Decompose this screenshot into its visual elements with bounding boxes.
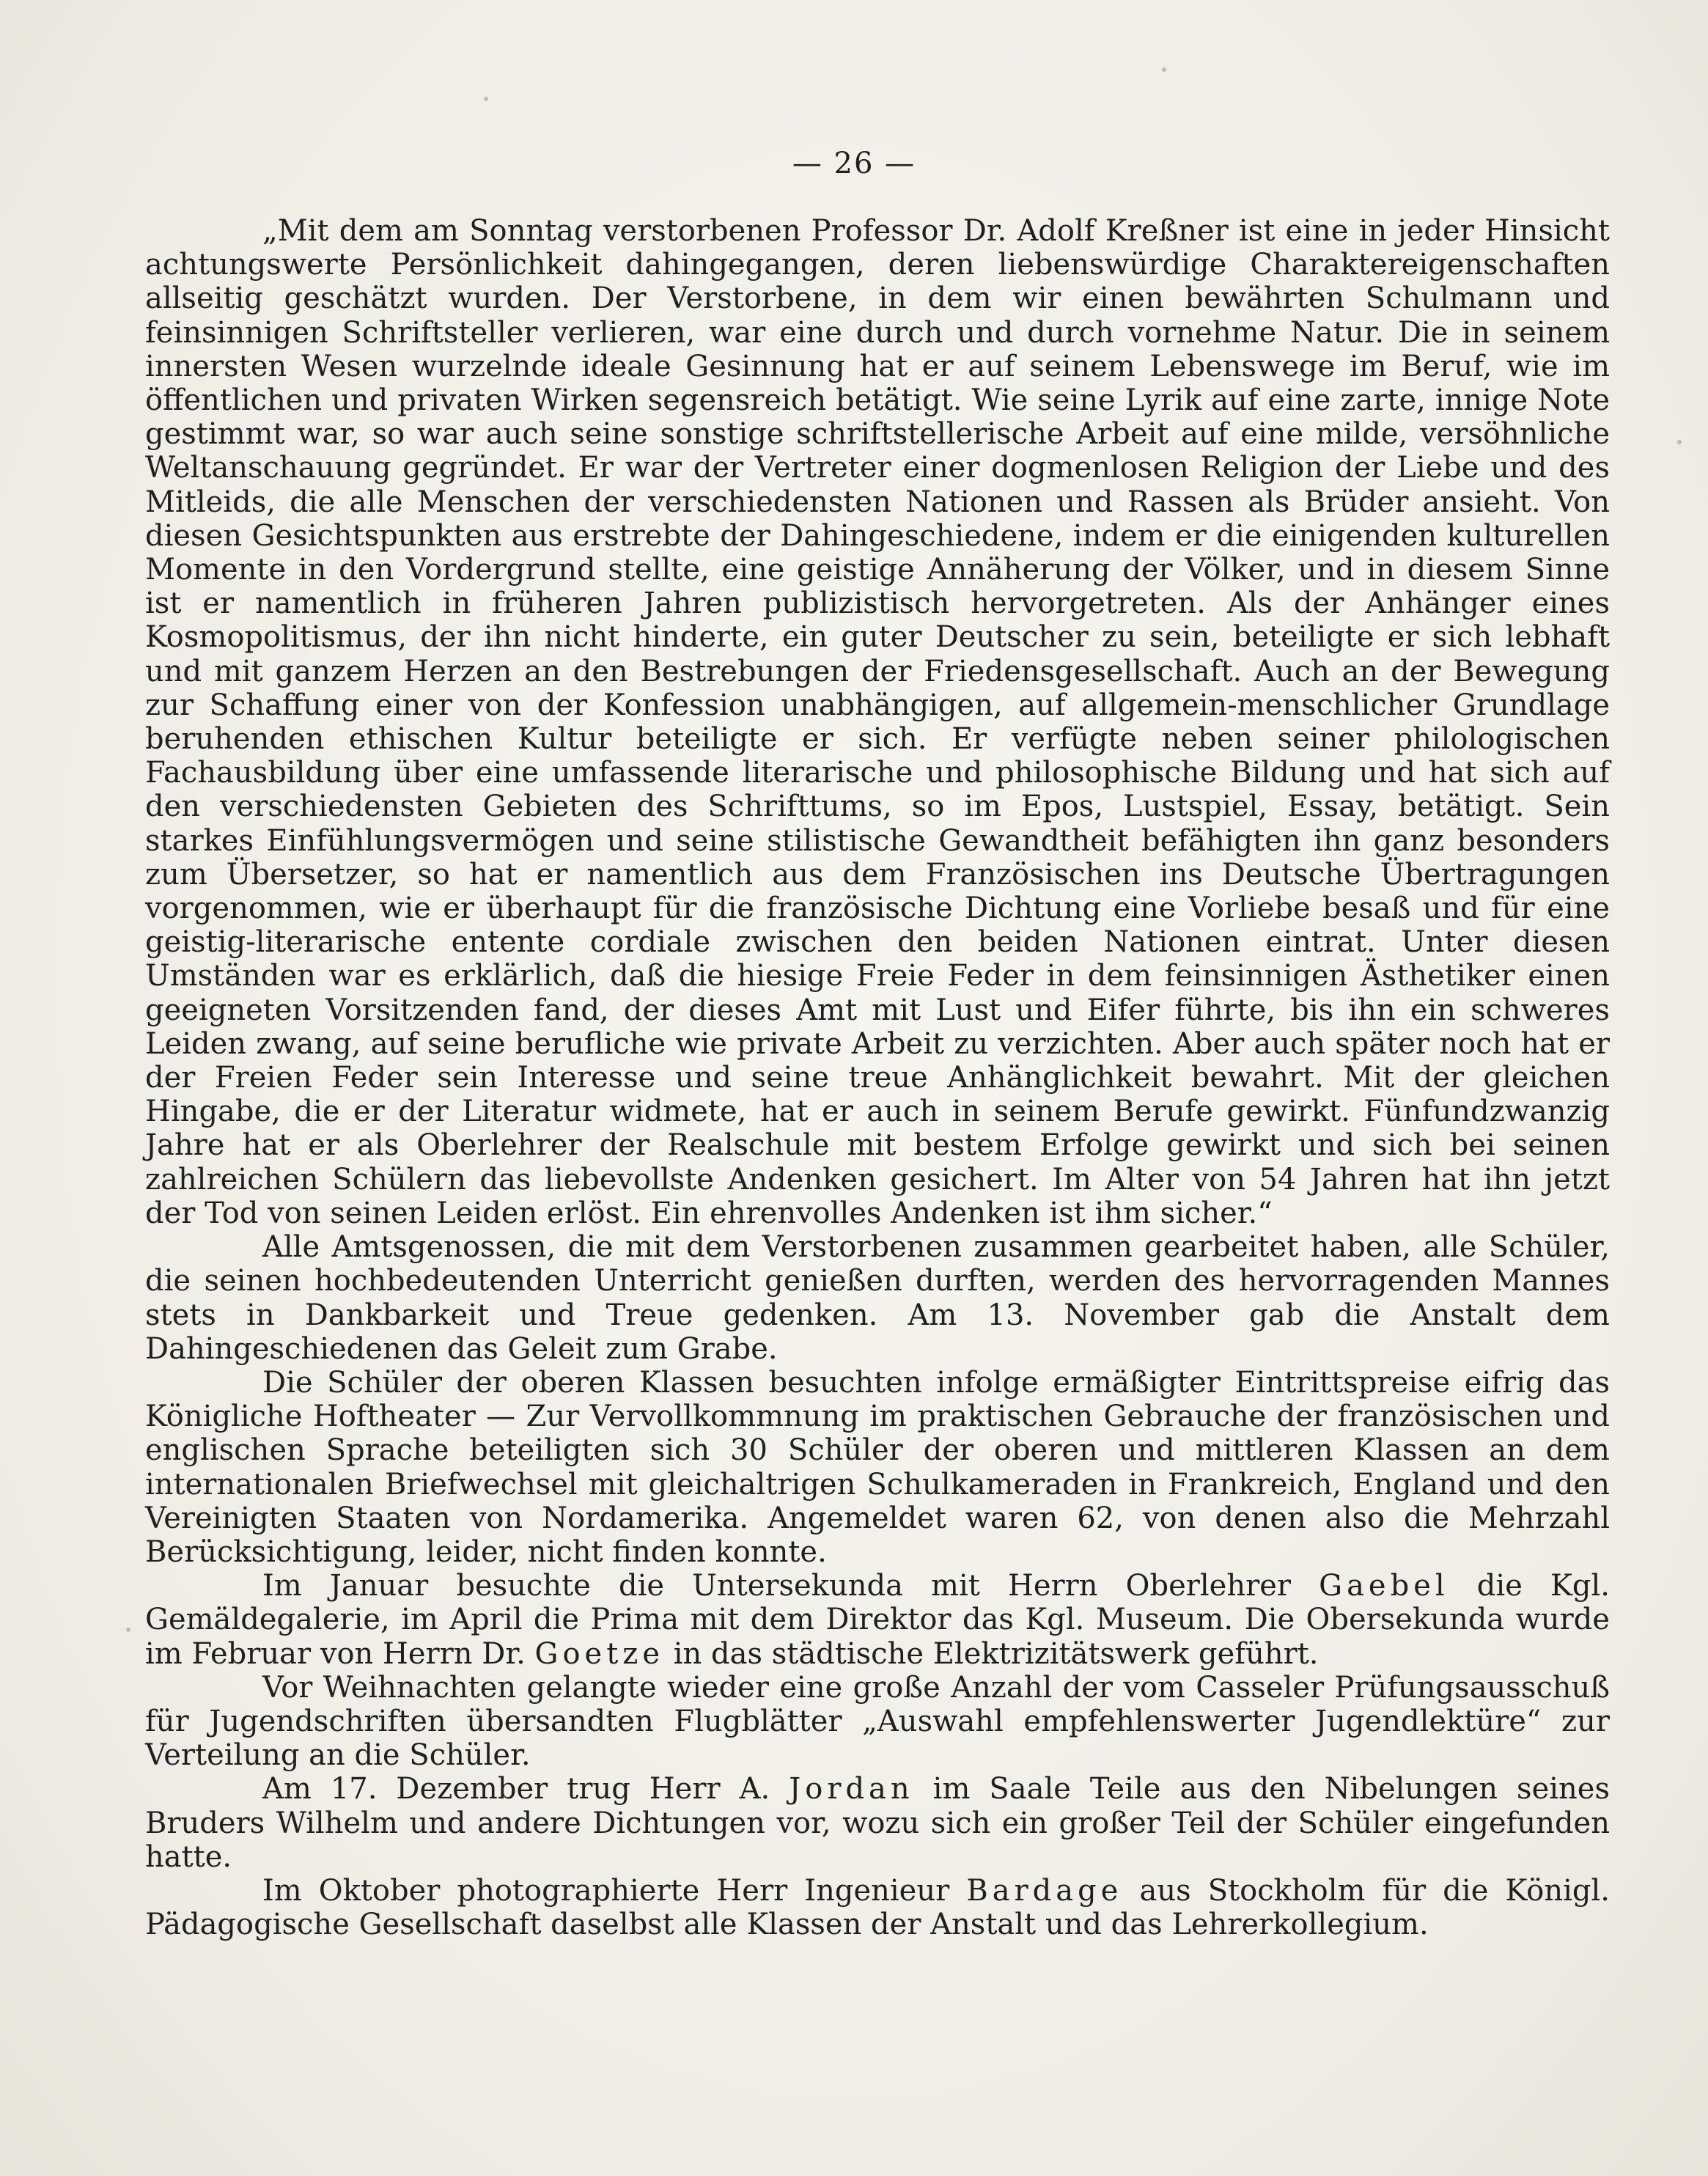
page-number: — 26 —: [792, 147, 916, 180]
text-run: Im Oktober photographierte Herr Ingenieur: [262, 1873, 967, 1908]
paragraph-obituary-quote: „Mit dem am Sonntag verstorbenen Professor Dr. Adolf Kreßner ist eine in jeder Hinsicht achtungswerte Persönlichkeit dahingegangen, deren liebenswürdige Charaktereigenschaften allseitig geschätzt wurden. Der Verstorbene, in dem wir einen bewährten Schulmann und feinsinnigen Schriftsteller verlieren, war eine durch und durch vornehme Natur. Die in seinem innersten Wesen wurzelnde ideale Gesinnung hat er auf seinem Lebenswege im Beruf, wie im öffentlichen und privaten Wirken segensreich betätigt. Wie seine Lyrik auf eine zarte, innige Note gestimmt war, so war auch seine sonstige schriftstellerische Arbeit auf eine milde, versöhnliche Weltanschauung gegründet. Er war der Vertreter einer dogmenlosen Religion der Liebe und des Mitleids, die alle Menschen der verschiedensten Nationen und Rassen als Brüder ansieht. Von diesen Gesichtspunkten aus erstrebte der Dahingeschiedene, indem er die einigenden kulturellen Momente in den Vordergrund stellte, eine geistige Annäherung der Völker, und in diesem Sinne ist er namentlich in früheren Jahren publizistisch hervorgetreten. Als der Anhänger eines Kosmopolitismus, der ihn nicht hinderte, ein guter Deutscher zu sein, beteiligte er sich lebhaft und mit ganzem Herzen an den Bestrebungen der Friedensgesellschaft. Auch an der Bewegung zur Schaffung einer von der Konfession unabhängigen, auf allgemein-menschlicher Grundlage beruhenden ethischen Kultur beteiligte er sich. Er verfügte neben seiner philologischen Fachausbildung über eine umfassende literarische und philosophische Bildung und hat sich auf den verschiedensten Gebieten des Schrifttums, so im Epos, Lustspiel, Essay, betätigt. Sein starkes Einfühlungsvermögen und seine stilistische Gewandtheit befähigten ihn ganz besonders zum Übersetzer, so hat er namentlich aus dem Französischen ins Deutsche Übertragungen vorgenommen, wie er überhaupt für die französische Dichtung eine Vorliebe besaß und für eine geistig-literarische entente cordiale zwischen den beiden Nationen eintrat. Unter diesen Umständen war es erklärlich, daß die hiesige Freie Feder in dem feinsinnigen Ästhetiker einen geeigneten Vorsitzenden fand, der dieses Amt mit Lust und Eifer führte, bis ihn ein schweres Leiden zwang, auf seine berufliche wie private Arbeit zu verzichten. Aber auch später noch hat er der Freien Feder sein Interesse und seine treue Anhänglichkeit bewahrt. Mit der gleichen Hingabe, die er der Literatur widmete, hat er auch in seinem Berufe gewirkt. Fünfundzwanzig Jahre hat er als Oberlehrer der Realschule mit bestem Erfolge gewirkt und sich bei seinen zahlreichen Schülern das liebevollste Andenken gesichert. Im Alter von 54 Jahren hat ihn jetzt der Tod von seinen Leiden erlöst. Ein ehrenvolles Andenken ist ihm sicher.“: [145, 214, 1610, 1230]
text-run: Am 17. Dezember trug Herr A.: [262, 1772, 789, 1806]
paragraph-excursions: [145, 1569, 1610, 1671]
person-name-gaebel: Gaebel: [1319, 1569, 1449, 1603]
paragraph-photography: [145, 1874, 1610, 1941]
paragraph-colleagues: Alle Amtsgenossen, die mit dem Verstorbenen zusammen gearbeitet haben, alle Schüler, die seinen hochbedeutenden Unterricht genießen durften, werden des hervorragenden Mannes stets in Dankbarkeit und Treue gedenken. Am 13. November gab die Anstalt dem Dahingeschiedenen das Geleit zum Grabe.: [145, 1230, 1610, 1366]
text-run: aus Stockholm für die Königl. Pädagogische Gesellschaft daselbst alle Klassen der Anstalt und das Lehrerkollegium.: [145, 1873, 1610, 1942]
paper-speck: [484, 97, 488, 101]
text-run: Im Januar besuchte die Untersekunda mit Herrn Oberlehrer: [262, 1569, 1319, 1603]
paper-speck: [1677, 440, 1682, 444]
text-run: in das städtische Elektrizitätswerk geführt.: [664, 1636, 1319, 1671]
paper-speck: [1162, 67, 1166, 72]
person-name-goetze: Goetze: [534, 1636, 665, 1671]
paper-speck: [126, 1628, 130, 1632]
paragraph-recital: [145, 1772, 1610, 1874]
body-text: [145, 214, 1610, 1941]
person-name-jordan: Jordan: [789, 1772, 914, 1806]
paragraph-leaflets: Vor Weihnachten gelangte wieder eine große Anzahl der vom Casseler Prüfungsausschuß für Jugendschriften übersandten Flugblätter „Auswahl empfehlenswerter Jugendlektüre“ zur Verteilung an die Schüler.: [145, 1670, 1610, 1773]
text-run: die Kgl. Gemäldegalerie, im April die Prima mit dem Direktor das Kgl. Museum. Die Obersekunda wurde im Februar von Herrn Dr.: [145, 1569, 1610, 1671]
paragraph-theater-correspondence: Die Schüler der oberen Klassen besuchten infolge ermäßigter Eintrittspreise eifrig das Königliche Hoftheater — Zur Vervollkommnung im praktischen Gebrauche der französischen und englischen Sprache beteiligten sich 30 Schüler der oberen und mittleren Klassen an dem internationalen Briefwechsel mit gleichaltrigen Schulkameraden in Frankreich, England und den Vereinigten Staaten von Nordamerika. Angemeldet waren 62, von denen also die Mehrzahl Berücksichtigung, leider, nicht finden konnte.: [145, 1365, 1610, 1569]
person-name-bardage: Bardage: [966, 1873, 1123, 1908]
text-run: im Saale Teile aus den Nibelungen seines Bruders Wilhelm und andere Dichtungen vor, wozu sich ein großer Teil der Schüler eingefunden hatte.: [145, 1772, 1610, 1874]
